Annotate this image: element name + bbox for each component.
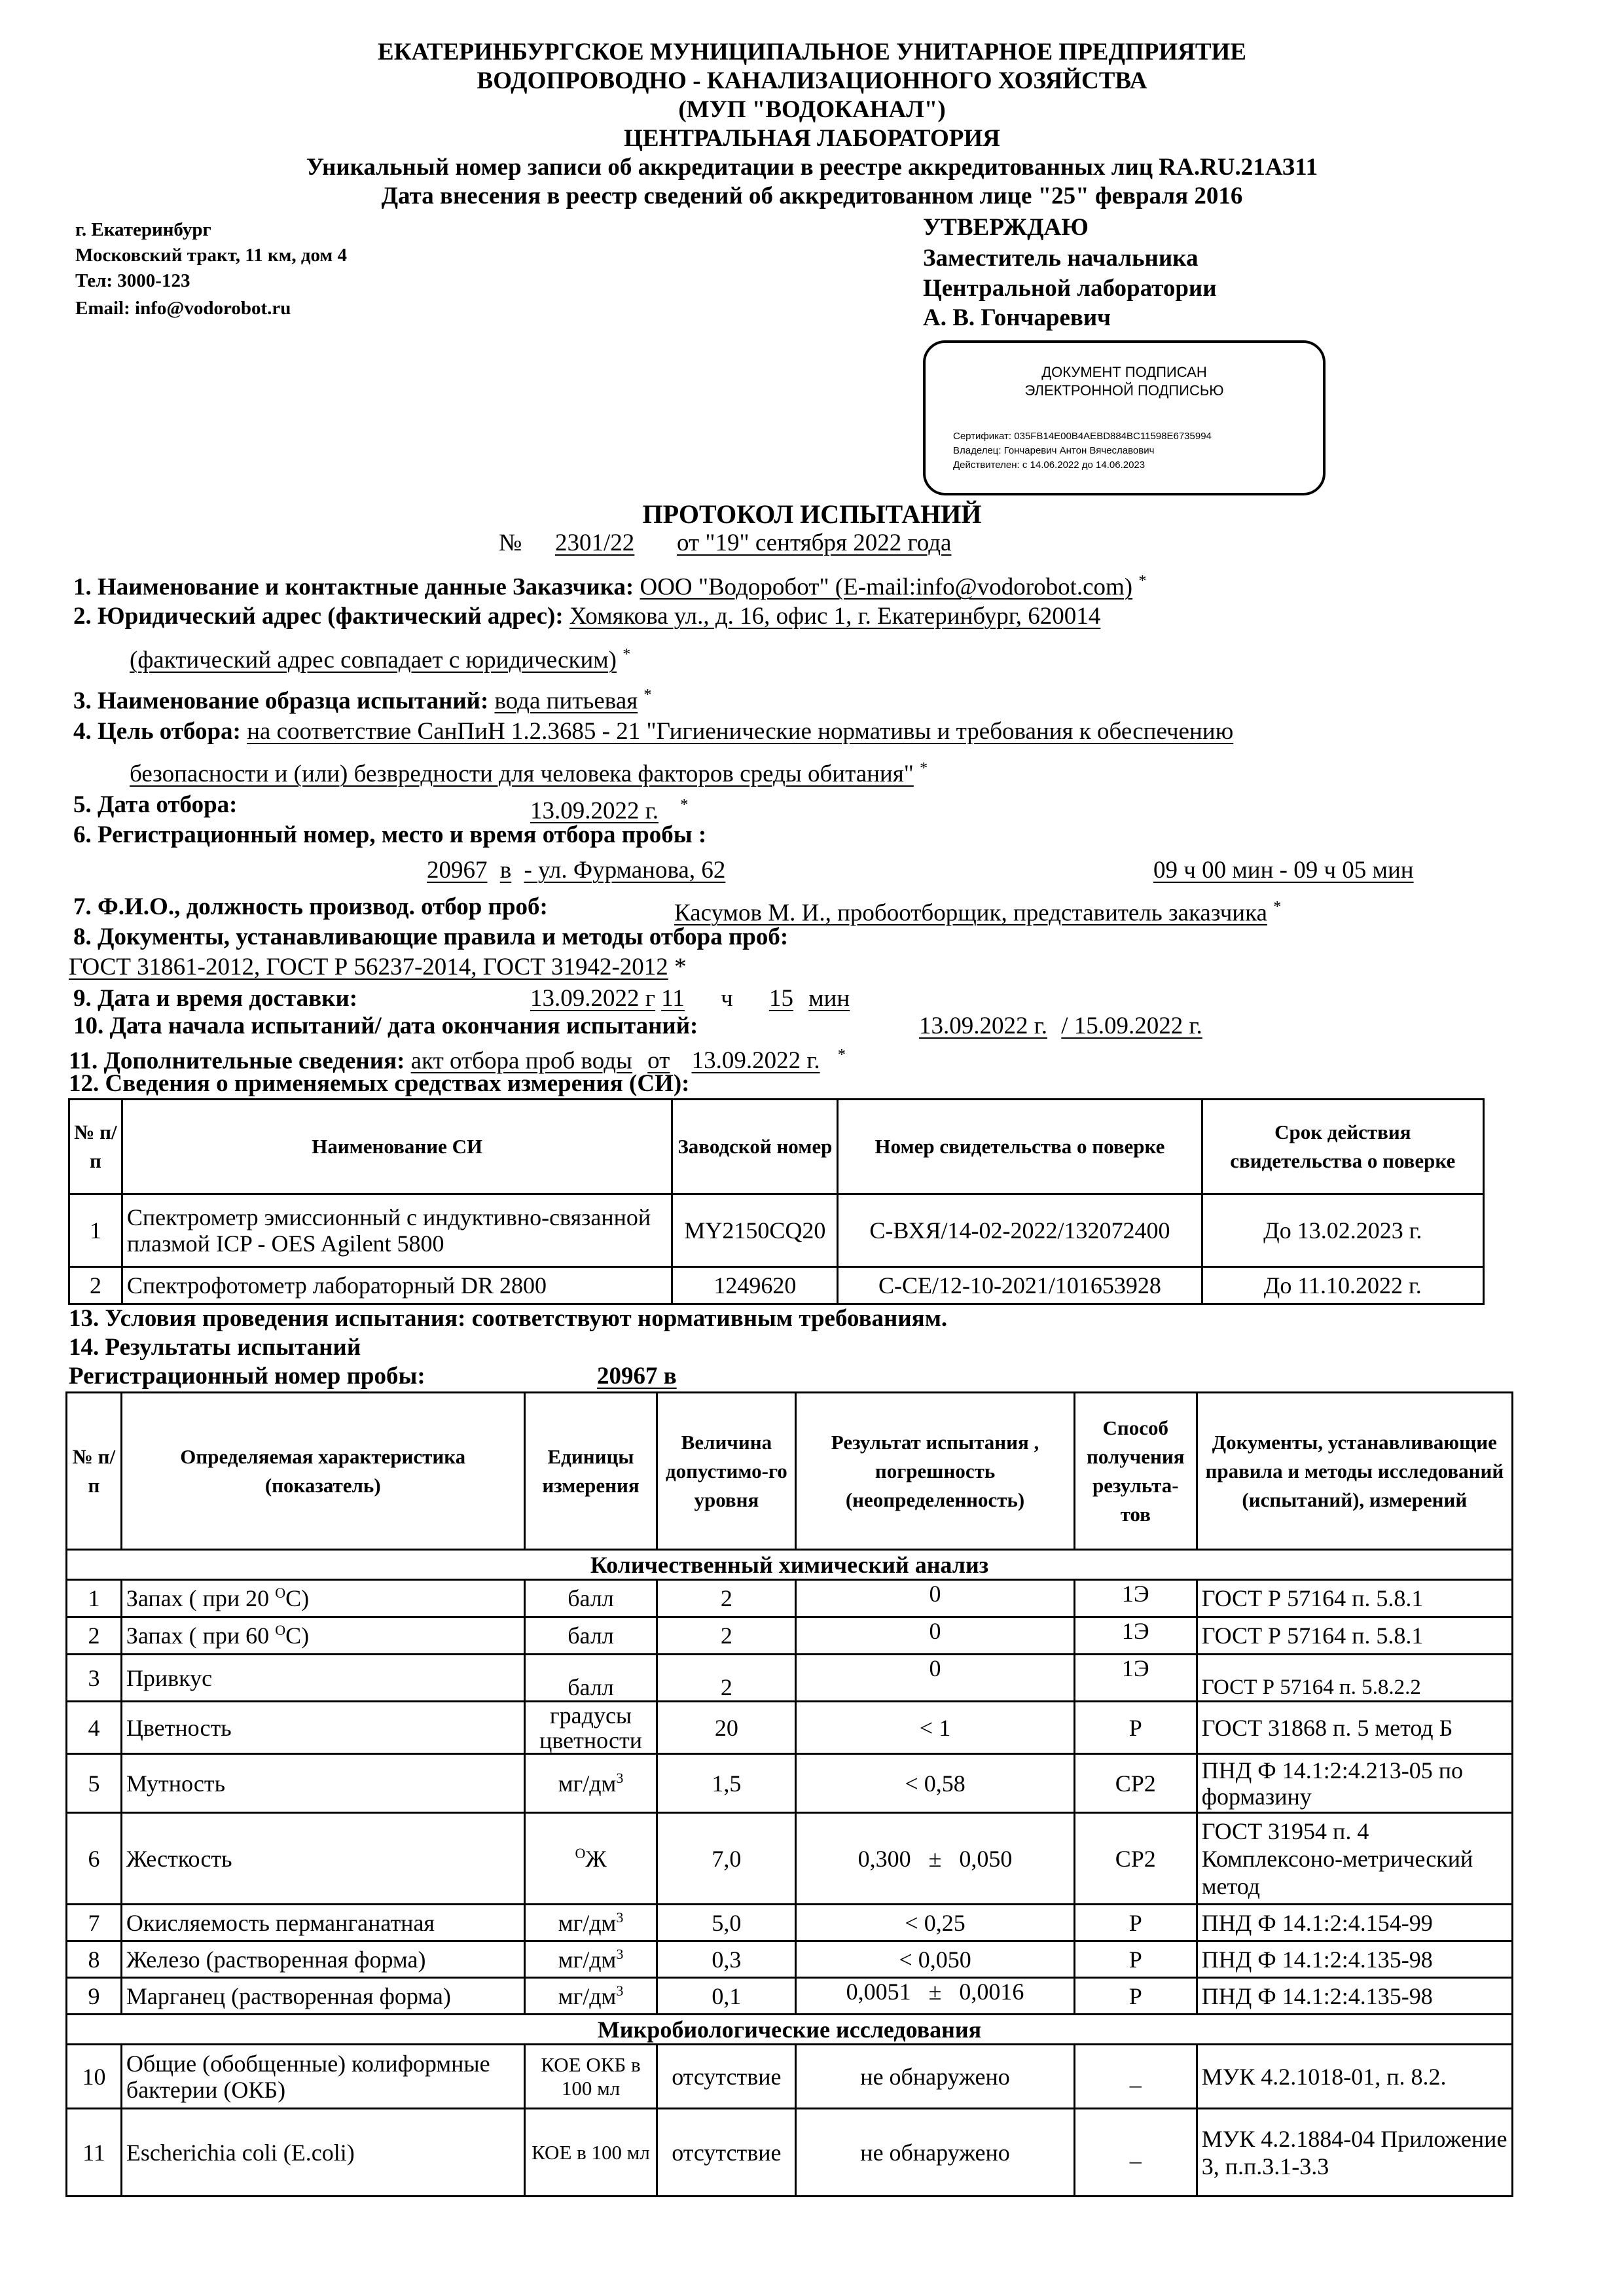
- protocol-number-label: №: [499, 529, 522, 556]
- result-row5-number: 5: [67, 1754, 122, 1813]
- item11-asterisk: *: [837, 1047, 846, 1064]
- result-row10-doc: МУК 4.2.1018-01, п. 8.2.: [1197, 2045, 1512, 2109]
- item8-asterisk: *: [674, 954, 687, 980]
- item11-date: 13.09.2022 г.: [691, 1047, 820, 1075]
- item2-value: Хомякова ул., д. 16, офис 1, г. Екатеринбург, 620014: [569, 603, 1101, 630]
- org-short-name: (МУП "ВОДОКАНАЛ"): [678, 96, 946, 123]
- result-row6-unit: $^О$Ж: [524, 1813, 657, 1905]
- result-row1-limit: 2: [657, 1580, 796, 1617]
- si-row2-validity: До 11.10.2022 г.: [1202, 1267, 1483, 1304]
- result-row9-unit: $мг/дм^3$: [524, 1978, 657, 2015]
- result-row1-name: Запах ( при 20 $^О$С): [121, 1580, 524, 1617]
- item4-label: Цель отбора:: [98, 718, 241, 745]
- result-row8-doc: ПНД Ф 14.1:2:4.135-98: [1197, 1941, 1512, 1978]
- stamp-certificate: Сертификат: 035FB14E00B4AEBD884BC11598E6735994: [953, 431, 1212, 442]
- result-row10-unit: КОЕ ОКБ в 100 мл: [524, 2045, 657, 2109]
- stamp-owner: Владелец: Гончаревич Антон Вячеславович: [953, 445, 1155, 456]
- table-row: [67, 2109, 1513, 2197]
- item9-minutes-unit: мин: [808, 985, 850, 1012]
- result-row9-limit: 0,1: [657, 1978, 796, 2015]
- results-header-row: [67, 1393, 1513, 1550]
- result-row7-name: Окисляемость перманганатная: [121, 1905, 524, 1941]
- result-row11-name: Escherichia coli (E.coli): [121, 2109, 524, 2197]
- sample-reg-value: 20967 в: [597, 1363, 677, 1390]
- item1-label: Наименование и контактные данные Заказчика:: [98, 573, 634, 601]
- result-row5-doc: ПНД Ф 14.1:2:4.213-05 по формазину: [1197, 1754, 1512, 1813]
- item5-value: 13.09.2022 г.: [530, 797, 659, 825]
- stamp-line1: ДОКУМЕНТ ПОДПИСАН: [1041, 364, 1207, 380]
- table-row: [67, 1813, 1513, 1905]
- result-row9-number: 9: [67, 1978, 122, 2015]
- item11-number: 11.: [69, 1047, 98, 1075]
- result-row5-method: СР2: [1074, 1754, 1197, 1813]
- result-row3-result: 0: [796, 1655, 1075, 1702]
- org-name-line2: ВОДОПРОВОДНО - КАНАЛИЗАЦИОННОГО ХОЗЯЙСТВА: [477, 67, 1147, 94]
- item5-label: Дата отбора:: [98, 791, 238, 818]
- item9-date: 13.09.2022 г: [530, 985, 655, 1012]
- result-row7-number: 7: [67, 1905, 122, 1941]
- stamp-validity: Действителен: с 14.06.2022 до 14.06.2023: [953, 459, 1146, 471]
- result-row5-name: Мутность: [121, 1754, 524, 1813]
- result-row7-unit: $мг/дм^3$: [524, 1905, 657, 1941]
- si-header-serial: Заводской номер: [672, 1100, 838, 1194]
- result-row1-method: 1Э: [1074, 1580, 1197, 1617]
- result-row11-limit: отсутствие: [657, 2109, 796, 2197]
- protocol-date: от "19" сентября 2022 года: [677, 529, 952, 556]
- si-table-header-row: [69, 1100, 1484, 1194]
- si-row2-name: Спектрофотометр лабораторный DR 2800: [122, 1267, 672, 1304]
- section-microbiology-title: Микробиологические исследования: [67, 2015, 1513, 2045]
- result-row9-method: Р: [1074, 1978, 1197, 2015]
- result-row8-limit: 0,3: [657, 1941, 796, 1978]
- table-row: [67, 1617, 1513, 1655]
- result-row11-method: _: [1074, 2109, 1197, 2197]
- item9-minutes: 15: [768, 985, 793, 1012]
- results-header-units: Единицы измерения: [524, 1393, 657, 1550]
- result-row4-method: Р: [1074, 1702, 1197, 1754]
- contact-phone: Тел: 3000-123: [75, 270, 190, 291]
- result-row4-unit: градусы цветности: [524, 1702, 657, 1754]
- item2-number: 2.: [73, 603, 92, 630]
- table-row: [67, 2045, 1513, 2109]
- table-row: [67, 1941, 1513, 1978]
- si-row1-name: Спектрометр эмиссионный с индуктивно-связанной плазмой ICP - OES Agilent 5800: [122, 1194, 672, 1267]
- si-header-certificate: Номер свидетельства о поверке: [838, 1100, 1202, 1194]
- result-row10-number: 10: [67, 2045, 122, 2109]
- item6-reg-number: 20967: [427, 857, 488, 884]
- result-row7-doc: ПНД Ф 14.1:2:4.154-99: [1197, 1905, 1512, 1941]
- results-header-method: Способ получения результа-тов: [1074, 1393, 1197, 1550]
- si-row1-serial: MY2150CQ20: [672, 1194, 838, 1267]
- item8-value: ГОСТ 31861-2012, ГОСТ Р 56237-2014, ГОСТ 31942-2012: [69, 954, 668, 980]
- results-header-documents: Документы, устанавливающие правила и методы исследований (испытаний), измерений: [1197, 1393, 1512, 1550]
- item5-number: 5.: [73, 791, 92, 818]
- item7-label: Ф.И.О., должность производ. отбор проб:: [98, 893, 548, 920]
- item13-number: 13.: [69, 1305, 99, 1332]
- result-row11-result: не обнаружено: [796, 2109, 1075, 2197]
- table-row: [67, 1754, 1513, 1813]
- table-row: [67, 1580, 1513, 1617]
- result-row8-result: < 0,050: [796, 1941, 1075, 1978]
- section-chemical-title: Количественный химический анализ: [67, 1550, 1513, 1580]
- approval-position-line1: Заместитель начальника: [923, 245, 1199, 272]
- item4-value: на соответствие СанПиН 1.2.3685 - 21 "Гигиенические нормативы и требования к обеспечению: [247, 718, 1234, 745]
- result-row2-result: 0: [796, 1617, 1075, 1655]
- result-row3-limit: 2: [657, 1655, 796, 1702]
- contact-email: Email: info@vodorobot.ru: [75, 298, 291, 319]
- result-row8-name: Железо (растворенная форма): [121, 1941, 524, 1978]
- result-row5-result: < 0,58: [796, 1754, 1075, 1813]
- si-row1-certificate: С-ВХЯ/14-02-2022/132072400: [838, 1194, 1202, 1267]
- section-microbiology: [67, 2015, 1513, 2045]
- si-row2-certificate: С-СЕ/12-10-2021/101653928: [838, 1267, 1202, 1304]
- item2-label: Юридический адрес (фактический адрес):: [98, 603, 564, 630]
- item2-asterisk: *: [623, 646, 631, 663]
- result-row4-result: < 1: [796, 1702, 1075, 1754]
- result-row6-name: Жесткость: [121, 1813, 524, 1905]
- item6-reg-suffix: в: [499, 857, 512, 884]
- result-row7-limit: 5,0: [657, 1905, 796, 1941]
- item6-place: - ул. Фурманова, 62: [524, 857, 726, 884]
- result-row4-number: 4: [67, 1702, 122, 1754]
- result-row3-number: 3: [67, 1655, 122, 1702]
- item8-label: Документы, устанавливающие правила и методы отбора проб:: [98, 924, 789, 950]
- result-row4-limit: 20: [657, 1702, 796, 1754]
- result-row3-unit: балл: [524, 1655, 657, 1702]
- accreditation-number: Уникальный номер записи об аккредитации в реестре аккредитованных лиц RA.RU.21АЗ11: [306, 154, 1318, 181]
- item3-asterisk: *: [643, 687, 652, 704]
- result-row11-doc: МУК 4.2.1884-04 Приложение 3, п.п.3.1-3.3: [1197, 2109, 1512, 2197]
- result-row10-name: Общие (обобщенные) колиформные бактерии (ОКБ): [121, 2045, 524, 2109]
- results-header-result: Результат испытания , погрешность (неопределенность): [796, 1393, 1075, 1550]
- item11-from: от: [647, 1047, 670, 1075]
- si-header-name: Наименование СИ: [122, 1100, 672, 1194]
- item14-number: 14.: [69, 1334, 99, 1361]
- contact-address: Московский тракт, 11 км, дом 4: [75, 245, 347, 266]
- si-row2-number: 2: [69, 1267, 122, 1304]
- table-row: [67, 1655, 1513, 1702]
- result-row3-doc: ГОСТ Р 57164 п. 5.8.2.2: [1197, 1655, 1512, 1702]
- result-row3-name: Привкус: [121, 1655, 524, 1702]
- result-row1-unit: балл: [524, 1580, 657, 1617]
- protocol-title: ПРОТОКОЛ ИСПЫТАНИЙ: [642, 499, 982, 529]
- item12-label: Сведения о применяемых средствах измерения (СИ):: [105, 1070, 690, 1097]
- item10-start: 13.09.2022 г.: [919, 1013, 1048, 1039]
- item12-number: 12.: [69, 1070, 99, 1097]
- item10-number: 10.: [73, 1013, 104, 1039]
- stamp-line2: ЭЛЕКТРОННОЙ ПОДПИСЬЮ: [1024, 382, 1224, 399]
- result-row2-name: Запах ( при 60 $^О$С): [121, 1617, 524, 1655]
- result-row2-number: 2: [67, 1617, 122, 1655]
- result-row1-doc: ГОСТ Р 57164 п. 5.8.1: [1197, 1580, 1512, 1617]
- contact-city: г. Екатеринбург: [75, 219, 211, 240]
- result-row4-doc: ГОСТ 31868 п. 5 метод Б: [1197, 1702, 1512, 1754]
- protocol-number: 2301/22: [555, 529, 635, 556]
- item9-number: 9.: [73, 985, 92, 1012]
- result-row6-limit: 7,0: [657, 1813, 796, 1905]
- result-row6-result: 0,300 ± 0,050: [796, 1813, 1075, 1905]
- item11-act: акт отбора проб воды: [410, 1047, 632, 1075]
- result-row10-method: _: [1074, 2045, 1197, 2109]
- result-row6-method: СР2: [1074, 1813, 1197, 1905]
- item14-label: Результаты испытаний: [105, 1334, 361, 1361]
- table-row: [69, 1267, 1484, 1304]
- result-row7-result: < 0,25: [796, 1905, 1075, 1941]
- item6-time: 09 ч 00 мин - 09 ч 05 мин: [1153, 857, 1414, 884]
- item7-number: 7.: [73, 893, 92, 920]
- result-row4-name: Цветность: [121, 1702, 524, 1754]
- result-row5-unit: $мг/дм^3$: [524, 1754, 657, 1813]
- result-row11-number: 11: [67, 2109, 122, 2197]
- accreditation-date: Дата внесения в реестр сведений об аккредитованном лице "25" февраля 2016: [381, 183, 1243, 209]
- item9-label: Дата и время доставки:: [98, 985, 358, 1012]
- item4-asterisk: *: [920, 760, 928, 777]
- result-row9-doc: ПНД Ф 14.1:2:4.135-98: [1197, 1978, 1512, 2015]
- results-header-characteristic: Определяемая характеристика (показатель): [121, 1393, 524, 1550]
- item7-asterisk: *: [1273, 899, 1282, 916]
- si-row1-number: 1: [69, 1194, 122, 1267]
- si-row1-validity: До 13.02.2023 г.: [1202, 1194, 1483, 1267]
- item5-asterisk: *: [680, 797, 689, 814]
- results-header-number: № п/п: [67, 1393, 122, 1550]
- result-row2-unit: балл: [524, 1617, 657, 1655]
- si-row2-serial: 1249620: [672, 1267, 838, 1304]
- item1-value: ООО "Водоробот" (E-mail:info@vodorobot.com): [640, 573, 1133, 601]
- result-row6-number: 6: [67, 1813, 122, 1905]
- item9-hours-unit: ч: [721, 985, 733, 1012]
- section-chemical: [67, 1550, 1513, 1580]
- item3-number: 3.: [73, 687, 92, 715]
- item8-number: 8.: [73, 924, 92, 950]
- result-row2-method: 1Э: [1074, 1617, 1197, 1655]
- item3-value: вода питьевая: [494, 687, 638, 715]
- table-row: [67, 1978, 1513, 2015]
- item6-label: Регистрационный номер, место и время отбора пробы :: [98, 821, 707, 848]
- item7-value: Касумов М. И., пробоотборщик, представитель заказчика: [674, 899, 1267, 927]
- table-row: [67, 1702, 1513, 1754]
- result-row9-name: Марганец (растворенная форма): [121, 1978, 524, 2015]
- item4-value-continued: безопасности и (или) безвредности для человека факторов среды обитания": [130, 761, 914, 788]
- item10-label: Дата начала испытаний/ дата окончания испытаний:: [109, 1013, 698, 1039]
- item9-hours: 11: [661, 985, 685, 1012]
- table-row: [67, 1905, 1513, 1941]
- approval-position-line2: Центральной лаборатории: [923, 275, 1217, 302]
- approval-name: А. В. Гончаревич: [923, 304, 1111, 331]
- results-table: [65, 1391, 1513, 2197]
- item10-end: / 15.09.2022 г.: [1061, 1013, 1202, 1039]
- item4-number: 4.: [73, 718, 92, 745]
- result-row10-result: не обнаружено: [796, 2045, 1075, 2109]
- item13-label: Условия проведения испытания: соответствуют нормативным требованиям.: [105, 1305, 948, 1332]
- result-row1-number: 1: [67, 1580, 122, 1617]
- item2-value-continued: (фактический адрес совпадает с юридическим): [130, 647, 617, 674]
- electronic-signature-stamp: [923, 340, 1326, 495]
- item6-number: 6.: [73, 821, 92, 848]
- result-row3-method: 1Э: [1074, 1655, 1197, 1702]
- result-row6-doc: ГОСТ 31954 п. 4 Комплексоно-метрический метод: [1197, 1813, 1512, 1905]
- result-row2-doc: ГОСТ Р 57164 п. 5.8.1: [1197, 1617, 1512, 1655]
- result-row2-limit: 2: [657, 1617, 796, 1655]
- result-row8-unit: $мг/дм^3$: [524, 1941, 657, 1978]
- result-row10-limit: отсутствие: [657, 2045, 796, 2109]
- results-header-limit: Величина допустимо-го уровня: [657, 1393, 796, 1550]
- result-row11-unit: КОЕ в 100 мл: [524, 2109, 657, 2197]
- lab-name: ЦЕНТРАЛЬНАЯ ЛАБОРАТОРИЯ: [624, 125, 1000, 152]
- org-name-line1: ЕКАТЕРИНБУРГСКОЕ МУНИЦИПАЛЬНОЕ УНИТАРНОЕ ПРЕДПРИЯТИЕ: [378, 39, 1246, 65]
- item1-number: 1.: [73, 573, 92, 601]
- item3-label: Наименование образца испытаний:: [98, 687, 489, 715]
- si-header-number: № п/п: [69, 1100, 122, 1194]
- measuring-instruments-table: [68, 1098, 1485, 1305]
- sample-reg-label: Регистрационный номер пробы:: [69, 1363, 425, 1390]
- result-row9-result: 0,0051 ± 0,0016: [796, 1978, 1075, 2015]
- result-row8-number: 8: [67, 1941, 122, 1978]
- result-row8-method: Р: [1074, 1941, 1197, 1978]
- approval-title: УТВЕРЖДАЮ: [923, 214, 1089, 241]
- result-row5-limit: 1,5: [657, 1754, 796, 1813]
- table-row: [69, 1194, 1484, 1267]
- result-row7-method: Р: [1074, 1905, 1197, 1941]
- item1-asterisk: *: [1138, 573, 1147, 590]
- result-row1-result: 0: [796, 1580, 1075, 1617]
- si-header-validity: Срок действия свидетельства о поверке: [1202, 1100, 1483, 1194]
- item11-label: Дополнительные сведения:: [103, 1047, 405, 1075]
